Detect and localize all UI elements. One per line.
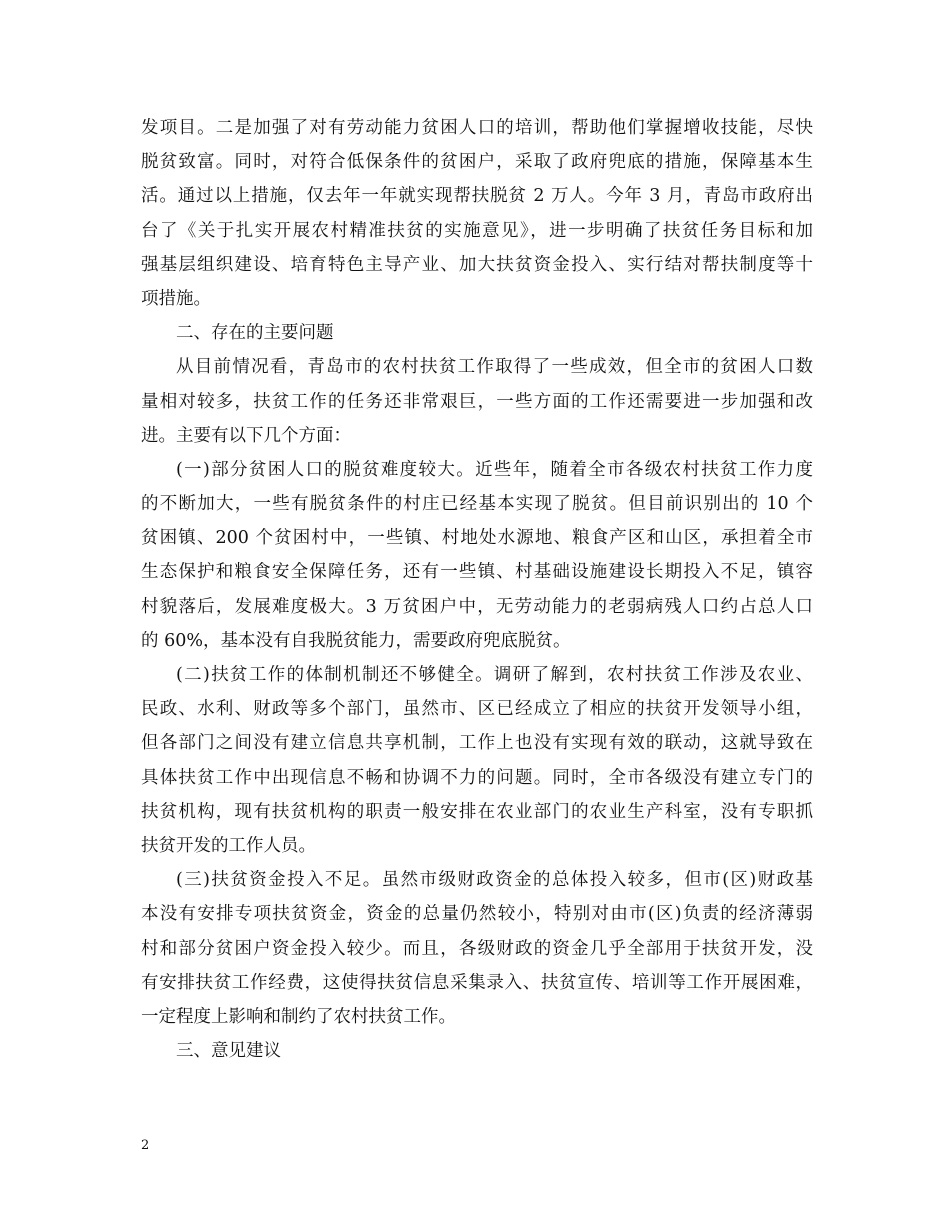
text-line: 村和部分贫困户资金投入较少。而且，各级财政的资金几乎全部用于扶贫开发，没 xyxy=(141,938,813,959)
text-line: 量相对较多，扶贫工作的任务还非常艰巨，一些方面的工作还需要进一步加强和改 xyxy=(141,391,813,412)
text-line: 台了《关于扎实开展农村精准扶贫的实施意见》，进一步明确了扶贫任务目标和加 xyxy=(141,220,813,241)
text-line: 的不断加大，一些有脱贫条件的村庄已经基本实现了脱贫。但目前识别出的 10 个 xyxy=(141,494,813,515)
text-line: 二、存在的主要问题 xyxy=(176,323,334,344)
text-line: 本没有安排专项扶贫资金，资金的总量仍然较小，特别对由市(区)负责的经济薄弱 xyxy=(141,904,813,925)
text-line: 脱贫致富。同时，对符合低保条件的贫困户，采取了政府兜底的措施，保障基本生 xyxy=(141,152,813,173)
text-line: 扶贫开发的工作人员。 xyxy=(141,835,316,856)
text-line: 贫困镇、200 个贫困村中，一些镇、村地处水源地、粮食产区和山区，承担着全市 xyxy=(141,528,813,549)
text-line: 一定程度上影响和制约了农村扶贫工作。 xyxy=(141,1006,456,1027)
text-line: 有安排扶贫工作经费，这使得扶贫信息采集录入、扶贫宣传、培训等工作开展困难， xyxy=(141,972,813,993)
text-line: 三、意见建议 xyxy=(176,1041,281,1062)
text-line: 但各部门之间没有建立信息共享机制，工作上也没有实现有效的联动，这就导致在 xyxy=(141,733,813,754)
text-line: 强基层组织建设、培育特色主导产业、加大扶贫资金投入、实行结对帮扶制度等十 xyxy=(141,254,813,275)
text-line: 民政、水利、财政等多个部门，虽然市、区已经成立了相应的扶贫开发领导小组， xyxy=(141,699,813,720)
text-line: 村貌落后，发展难度极大。3 万贫困户中，无劳动能力的老弱病残人口约占总人口 xyxy=(141,596,813,617)
text-line: 发项目。二是加强了对有劳动能力贫困人口的培训，帮助他们掌握增收技能，尽快 xyxy=(141,118,813,138)
text-line: (一)部分贫困人口的脱贫难度较大。近些年，随着全市各级农村扶贫工作力度 xyxy=(176,459,813,480)
text-line: 的 60%，基本没有自我脱贫能力，需要政府兜底脱贫。 xyxy=(141,630,571,651)
text-line: 具体扶贫工作中出现信息不畅和协调不力的问题。同时，全市各级没有建立专门的 xyxy=(141,767,813,788)
text-line: 从目前情况看，青岛市的农村扶贫工作取得了一些成效，但全市的贫困人口数 xyxy=(176,357,813,378)
text-line: 进。主要有以下几个方面： xyxy=(141,425,351,446)
document-body xyxy=(141,111,813,1068)
text-line: 项措施。 xyxy=(141,288,211,309)
text-line: 扶贫机构，现有扶贫机构的职责一般安排在农业部门的农业生产科室，没有专职抓 xyxy=(141,801,813,822)
text-line: (二)扶贫工作的体制机制还不够健全。调研了解到，农村扶贫工作涉及农业、 xyxy=(176,665,813,685)
page-number: 2 xyxy=(141,1138,150,1153)
text-line: 生态保护和粮食安全保障任务，还有一些镇、村基础设施建设长期投入不足，镇容 xyxy=(141,562,813,583)
text-line: 活。通过以上措施，仅去年一年就实现帮扶脱贫 2 万人。今年 3 月，青岛市政府出 xyxy=(141,186,813,207)
text-line: (三)扶贫资金投入不足。虽然市级财政资金的总体投入较多，但市(区)财政基 xyxy=(176,870,813,891)
